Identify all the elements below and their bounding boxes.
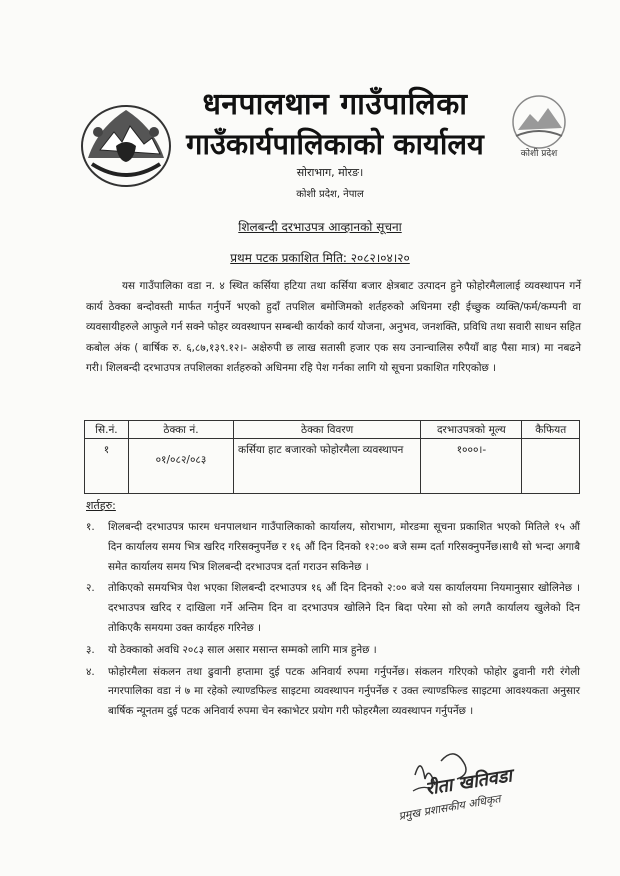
header-price: दरभाउपत्रको मूल्य xyxy=(421,421,522,439)
notice-title: शिलबन्दी दरभाउपत्र आव्हानको सूचना xyxy=(238,220,402,234)
cell-serial: १ xyxy=(85,439,129,494)
condition-text: तोकिएको समयभित्र पेश भएका शिलबन्दी दरभाउपत्र १६ औं दिन दिनको २:०० बजे यस कार्यालयमा नियमानुसार खोलिनेछ । दरभाउपत्र खरिद र दाखिला गर्ने अन्तिम दिन वा दरभाउपत्र खोलिने दिन बिदा परेमा सो को लगतै कार्यालय खुलेको दिन तोकिएकै समयमा उक्त कार्यहरु गरिनेछ । xyxy=(108,582,580,634)
condition-number: २. xyxy=(86,582,95,595)
publication-date: प्रथम पटक प्रकाशित मिति: २०८२।०४।२० xyxy=(230,251,410,265)
table-header-row xyxy=(85,421,580,439)
address-line-1: सोराभाग, मोरङ। xyxy=(296,166,364,179)
signatory-title: प्रमुख प्रशासकीय अधिकृत xyxy=(397,792,502,823)
condition-number: ४. xyxy=(86,665,95,678)
municipality-name: धनपालथान गाउँपालिका xyxy=(202,87,468,122)
header-contract-no: ठेक्का नं. xyxy=(128,421,233,439)
condition-text: यो ठेक्काको अवधि २०८३ साल असार मसान्त सम्मको लागि मात्र हुनेछ । xyxy=(108,643,377,656)
notice-body: यस गाउँपालिका वडा न. ४ स्थित कर्सिया हटिया तथा कर्सिया बजार क्षेत्रबाट उत्पादन हुने फोहोरमैलालाई व्यवस्थापन गर्ने कार्य ठेक्का बन्दोवस्ती मार्फत गर्नुपर्ने भएको हुदाँ तपशिल बमोजिमको शर्तहरुको अधिनमा रही ईच्छुक व्यक्ति/फर्म/कम्पनी वा व्यवसायीहरुले आफुले गर्न सक्ने फोहर व्यवस्थापन सम्बन्धी कार्यको कार्य योजना, अनुभव, जनशक्ति, प्रविधि तथा सवारी साधन सहित कबोल अंक ( बार्षिक रु. ६,८७,१३९.१२।- अक्षेरुपी छ लाख सतासी हजार एक सय उनान्चालिस रुपैयाँ बाह पैसा मात्र) मा नबढने गरी। शिलबन्दी दरभाउपत्र तपशिलका शर्तहरुको अधिनमा रहि पेश गर्नका लागि यो सूचना प्रकाशित गरिएकोछ । xyxy=(86,280,581,375)
header-serial: सि.नं. xyxy=(85,421,129,439)
brand-label: कोशी प्रदेश xyxy=(520,149,558,159)
header-remarks: कैफियत xyxy=(522,421,580,439)
conditions-list xyxy=(86,518,580,722)
list-item xyxy=(86,641,580,661)
cell-description: कर्सिया हाट बजारको फोहोरमैला व्यवस्थापन xyxy=(234,439,421,494)
cell-remarks xyxy=(522,439,580,494)
nepal-emblem-icon xyxy=(78,98,174,190)
list-item xyxy=(86,663,580,722)
header-description: ठेक्का विवरण xyxy=(234,421,421,439)
koshi-pradesh-logo-icon xyxy=(500,92,578,162)
condition-text: शिलबन्दी दरभाउपत्र फारम धनपालथान गाउँपालिकाको कार्यालय, सोराभाग, मोरङमा सूचना प्रकाशित भएको मितिले १५ औं दिन कार्यालय समय भित्र खरिद गरिसक्नुपर्नेछ र १६ औं दिन दिनको १२:०० बजे सम्म दर्ता गरिसक्नुपर्नेछ।साथै सो भन्दा अगाबै समेत कार्यालय समय भित्र शिलबन्दी दरभाउपत्र दर्ता गराउन सकिनेछ । xyxy=(108,521,580,573)
condition-number: १. xyxy=(86,521,95,533)
condition-number: ३. xyxy=(86,643,95,656)
list-item xyxy=(86,518,580,577)
cell-price: १०००।- xyxy=(421,439,522,494)
cell-contract-no: ०१/०८२/०८३ xyxy=(128,439,233,494)
tender-table xyxy=(84,420,580,494)
conditions-heading: शर्तहरु: xyxy=(86,499,116,512)
condition-text: फोहोरमैला संकलन तथा ढुवानी हप्तामा दुई पटक अनिवार्य रुपमा गर्नुपर्नेछ। संकलन गरिएको फोहोर ढुवानी गरी रंगेली नगरपालिका वडा नं ७ मा रहेको ल्याण्डफिल्ड साइटमा व्यवस्थापन गर्नुपर्नेछ र उक्त ल्याण्डफिल्ड साइटमा आवश्यकता अनुसार बार्षिक न्यूनतम दुई पटक अनिवार्य रुपमा चेन स्काभेटर प्रयोग गरी फोहरमैला व्यवस्थापन गर्नुपर्नेछ । xyxy=(108,665,580,718)
signatory-name: रीता खतिवडा xyxy=(423,765,514,800)
table-row xyxy=(85,439,580,494)
address-line-2: कोशी प्रदेश, नेपाल xyxy=(296,189,364,200)
office-name: गाउँकार्यपालिकाको कार्यालय xyxy=(186,127,484,161)
list-item xyxy=(86,579,580,638)
